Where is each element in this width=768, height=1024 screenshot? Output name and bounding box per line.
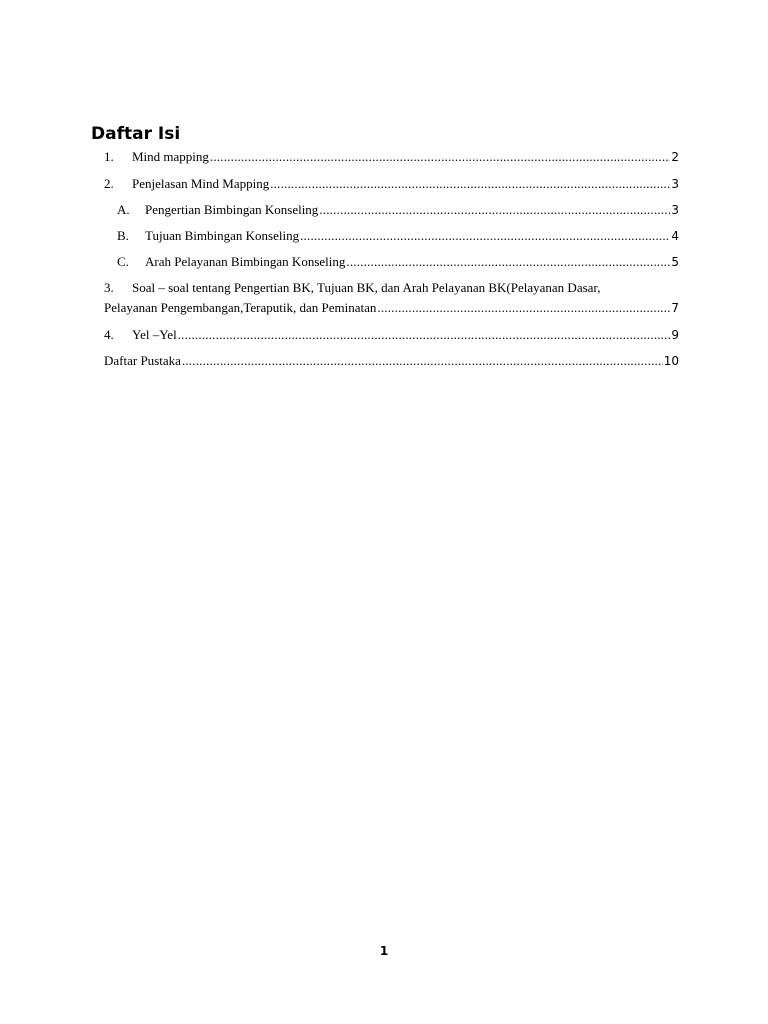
toc-entry-label: Tujuan Bimbingan Konseling <box>145 228 300 243</box>
toc-page-number: 10 <box>663 354 679 368</box>
toc-entry-penjelasan-mind-mapping[interactable] <box>104 176 679 192</box>
toc-dot-leader <box>300 228 670 244</box>
toc-dot-leader <box>270 176 670 192</box>
toc-entry-number: B. <box>117 228 129 243</box>
toc-entry-yel-yel[interactable] <box>104 327 679 343</box>
toc-dot-leader <box>210 149 670 165</box>
toc-page-number: 2 <box>671 150 679 164</box>
page-number-footer: 1 <box>379 944 389 958</box>
toc-entry-number: 1. <box>104 149 114 164</box>
toc-entry-label-continued: Pelayanan Pengembangan,Teraputik, dan Peminatan <box>104 300 377 315</box>
toc-entry-pengertian-bk[interactable] <box>117 202 679 218</box>
toc-entry-label: Pengertian Bimbingan Konseling <box>145 202 319 217</box>
toc-entry-number: 4. <box>104 327 114 342</box>
toc-page-number: 7 <box>671 301 679 315</box>
toc-entry-daftar-pustaka[interactable] <box>104 353 679 369</box>
toc-dot-leader <box>178 327 671 343</box>
toc-entry-label: Soal – soal tentang Pengertian BK, Tujuan BK, dan Arah Pelayanan BK(Pelayanan Dasar, <box>132 280 601 295</box>
toc-entry-soal-line-2[interactable] <box>104 300 679 316</box>
toc-entry-arah-pelayanan-bk[interactable] <box>117 254 679 270</box>
toc-page-number: 5 <box>671 255 679 269</box>
toc-dot-leader <box>346 254 670 270</box>
toc-entry-label: Yel –Yel <box>132 327 177 342</box>
toc-page-number: 4 <box>671 229 679 243</box>
toc-entry-number: 3. <box>104 280 114 295</box>
toc-entry-label: Daftar Pustaka <box>104 353 181 368</box>
toc-page-number: 3 <box>671 177 679 191</box>
toc-entry-number: C. <box>117 254 129 269</box>
toc-entry-number: A. <box>117 202 130 217</box>
toc-entry-label: Mind mapping <box>132 149 209 164</box>
toc-page-number: 3 <box>671 203 679 217</box>
toc-dot-leader <box>182 353 663 369</box>
table-of-contents-heading: Daftar Isi <box>91 124 181 144</box>
toc-entry-label: Penjelasan Mind Mapping <box>132 176 270 191</box>
toc-entry-label: Arah Pelayanan Bimbingan Konseling <box>145 254 346 269</box>
toc-entry-soal-line-1[interactable] <box>104 280 679 296</box>
toc-entry-number: 2. <box>104 176 114 191</box>
toc-entry-tujuan-bk[interactable] <box>117 228 679 244</box>
toc-page-number: 9 <box>671 328 679 342</box>
toc-dot-leader <box>377 300 670 316</box>
toc-entry-mind-mapping[interactable] <box>104 149 679 165</box>
toc-dot-leader <box>319 202 670 218</box>
